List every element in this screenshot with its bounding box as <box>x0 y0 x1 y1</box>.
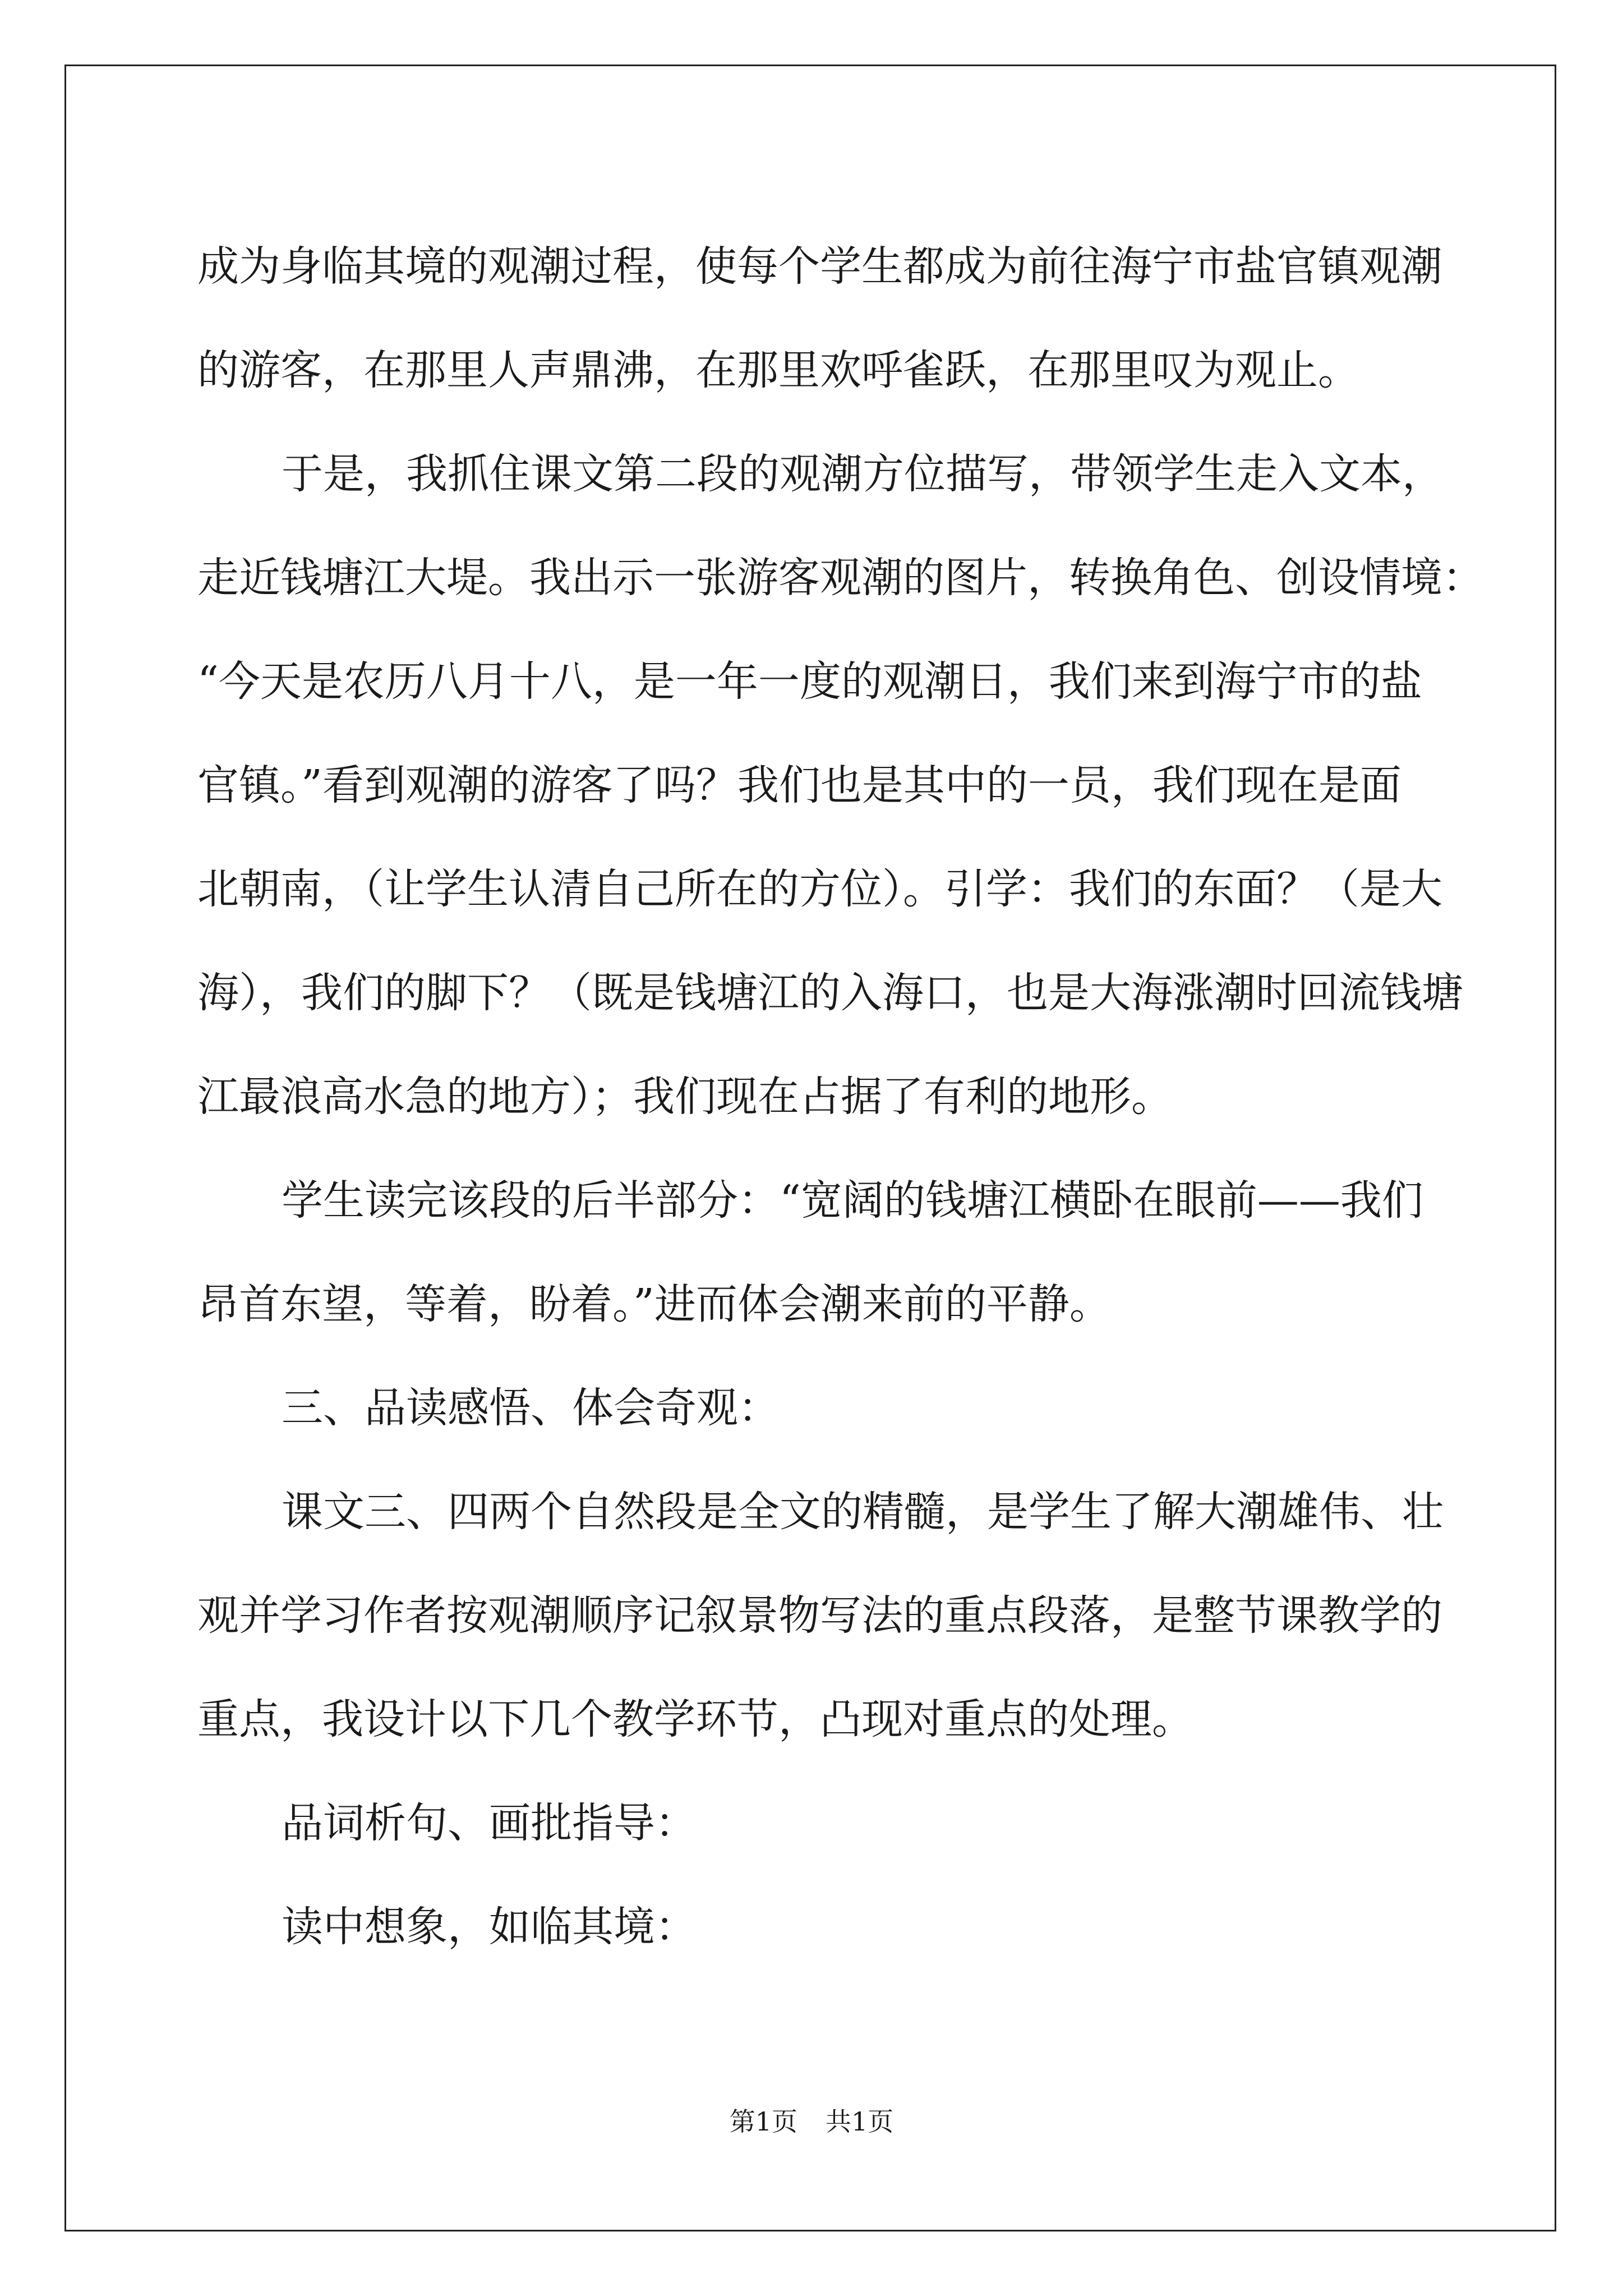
subheading <box>197 1772 1426 1875</box>
text-line: 三、品读感悟、体会奇观： <box>282 1384 780 1432</box>
page-footer <box>0 2105 1623 2138</box>
text-line: 的游客，在那里人声鼎沸，在那里欢呼雀跃，在那里叹为观止。 <box>197 346 1359 394</box>
document-body <box>197 215 1484 1979</box>
text-line: 学生读完该段的后半部分：“宽阔的钱塘江横卧在眼前——我们 <box>282 1176 1423 1225</box>
paragraph <box>197 422 1484 1149</box>
subheading <box>197 1875 1426 1979</box>
text-line: 官镇。”看到观潮的游客了吗？我们也是其中的一员，我们现在是面 <box>197 761 1401 809</box>
text-line: 走近钱塘江大堤。我出示一张游客观潮的图片，转换角色、创设情境： <box>197 554 1484 602</box>
paragraph <box>197 1460 1444 1772</box>
text-line: 观并学习作者按观潮顺序记叙景物写法的重点段落，是整节课教学的 <box>197 1591 1442 1640</box>
text-line: 重点，我设计以下几个教学环节，凸现对重点的处理。 <box>197 1695 1193 1743</box>
text-line: 品词析句、画批指导： <box>282 1799 697 1847</box>
text-line: 读中想象，如临其境： <box>282 1903 697 1951</box>
text-line: 昂首东望，等着，盼着。”进而体会潮来前的平静。 <box>197 1280 1111 1328</box>
text-line: 海），我们的脚下？（既是钱塘江的入海口，也是大海涨潮时回流钱塘 <box>197 969 1463 1017</box>
text-line: 课文三、四两个自然段是全文的精髓，是学生了解大潮雄伟、壮 <box>282 1488 1444 1536</box>
text-line: 成为身临其境的观潮过程，使每个学生都成为前往海宁市盐官镇观潮 <box>197 242 1442 291</box>
text-line: “今天是农历八月十八，是一年一度的观潮日，我们来到海宁市的盐 <box>197 657 1422 706</box>
paragraph <box>197 1149 1426 1356</box>
text-line: 于是，我抓住课文第二段的观潮方位描写，带领学生走入文本， <box>282 450 1444 498</box>
text-line: 江最浪高水急的地方）；我们现在占据了有利的地形。 <box>197 1073 1173 1121</box>
paragraph <box>197 215 1442 422</box>
page-number: 第1页 <box>729 2106 797 2137</box>
text-line: 北朝南，（让学生认清自己所在的方位）。引学：我们的东面？（是大 <box>197 865 1442 913</box>
page-total: 共1页 <box>826 2106 894 2137</box>
section-heading <box>197 1356 1426 1460</box>
